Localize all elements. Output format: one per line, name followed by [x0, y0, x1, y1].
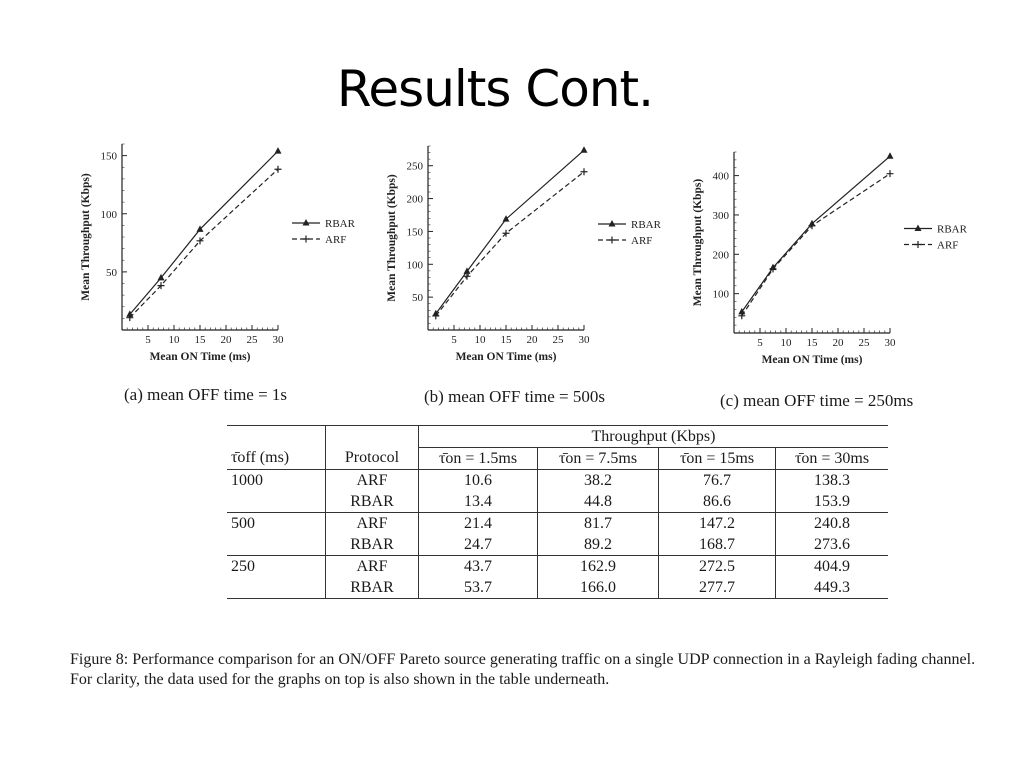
slide-title: Results Cont.: [336, 60, 654, 118]
y-tick-label: 150: [100, 150, 117, 163]
throughput-cell: 404.9: [814, 557, 850, 575]
x-tick-label: 20: [526, 334, 538, 346]
throughput-cell: 86.6: [659, 491, 776, 513]
legend-marker-rbar: [609, 220, 616, 227]
data-point-rbar: [581, 146, 588, 153]
toff-header: τ̄off (ms): [227, 448, 326, 470]
data-point-arf: [275, 166, 282, 173]
chart-c-plot: [684, 140, 984, 380]
x-tick-label: 25: [246, 334, 258, 346]
y-axis-label: Mean Throughput (Kbps): [386, 174, 398, 302]
y-axis-label: Mean Throughput (Kbps): [80, 173, 92, 301]
table-header-row: [227, 426, 888, 448]
x-tick-label: 25: [552, 334, 564, 346]
caption-c: (c) mean OFF time = 250ms: [720, 391, 914, 410]
toff-cell: [227, 491, 326, 513]
legend-marker-rbar: [915, 225, 922, 232]
throughput-cell: 21.4: [419, 513, 538, 535]
toff-cell: 500: [227, 513, 326, 535]
throughput-cell: 44.8: [538, 491, 659, 513]
legend-label-arf: ARF: [325, 234, 347, 246]
y-tick-label: 50: [106, 266, 117, 279]
table-row: [227, 470, 888, 492]
legend-label-rbar: RBAR: [937, 223, 967, 236]
x-tick-label: 5: [757, 337, 763, 349]
x-tick-label: 25: [858, 337, 870, 349]
y-tick-label: 100: [100, 208, 117, 221]
table-row: [227, 534, 888, 556]
x-tick-label: 10: [780, 337, 792, 349]
y-tick-label: 100: [406, 259, 423, 272]
toff-header-spacer: [227, 426, 326, 448]
series-line-rbar: [742, 156, 890, 312]
y-tick-label: 300: [712, 209, 729, 222]
y-tick-label: 200: [406, 193, 423, 206]
throughput-cell: 166.0: [538, 577, 659, 599]
x-tick-label: 15: [194, 334, 206, 346]
protocol-cell: ARF: [326, 470, 419, 492]
data-point-rbar: [503, 215, 510, 222]
throughput-cell: 168.7: [659, 534, 776, 556]
throughput-cell: 13.4: [419, 491, 538, 513]
x-tick-label: 30: [272, 334, 284, 346]
chart-b-plot: [378, 140, 678, 380]
protocol-header: Protocol: [326, 448, 419, 470]
x-tick-label: 15: [806, 337, 818, 349]
legend-marker-rbar: [303, 219, 310, 226]
data-point-arf: [809, 222, 816, 229]
x-axis-label: Mean ON Time (ms): [455, 351, 557, 363]
protocol-cell: RBAR: [326, 534, 419, 556]
protocol-cell: ARF: [326, 556, 419, 578]
x-axis-label: Mean ON Time (ms): [149, 351, 251, 363]
throughput-cell: 147.2: [659, 513, 776, 535]
throughput-cell: 10.6: [419, 470, 538, 492]
x-tick-label: 5: [451, 334, 457, 346]
toff-cell: 250: [227, 556, 326, 578]
y-tick-label: 400: [712, 170, 729, 183]
x-tick-label: 5: [145, 334, 151, 346]
legend-label-rbar: RBAR: [325, 218, 355, 230]
throughput-cell: 81.7: [538, 513, 659, 535]
x-tick-label: 20: [220, 334, 232, 346]
chart-b: [378, 140, 678, 385]
y-tick-label: 100: [712, 288, 729, 301]
legend-label-arf: ARF: [631, 235, 653, 247]
throughput-cell: 240.8: [814, 514, 850, 532]
throughput-cell: 153.9: [776, 491, 889, 513]
throughput-cell: 162.9: [538, 556, 659, 578]
table-row: [227, 491, 888, 513]
throughput-cell: 24.7: [419, 534, 538, 556]
toff-cell: 1000: [227, 470, 326, 492]
y-tick-label: 50: [412, 292, 423, 305]
protocol-cell: RBAR: [326, 491, 419, 513]
chart-a-plot: [72, 132, 372, 377]
throughput-cell: 449.3: [776, 577, 889, 599]
caption-b: (b) mean OFF time = 500s: [424, 387, 605, 406]
legend-marker-arf: [915, 241, 922, 248]
legend-label-rbar: RBAR: [631, 219, 661, 231]
series-line-arf: [436, 172, 584, 316]
toff-cell: [227, 577, 326, 599]
chart-c: [684, 140, 984, 385]
caption-a: (a) mean OFF time = 1s: [124, 385, 288, 404]
x-tick-label: 20: [832, 337, 844, 349]
y-tick-label: 150: [406, 226, 423, 239]
throughput-group-header: Throughput (Kbps): [419, 426, 889, 448]
x-tick-label: 30: [578, 334, 590, 346]
protocol-header-spacer: [326, 426, 419, 448]
table-row: [227, 556, 888, 578]
toff-cell: [227, 534, 326, 556]
y-axis-label: Mean Throughput (Kbps): [692, 178, 704, 307]
figure-caption: Figure 8: Performance comparison for an ON/OFF Pareto source generating traffic on a single UDP connection in a Rayleigh fading channel. For clarity, the data used for the graphs on top is also shown in the table underneath.: [70, 651, 976, 688]
x-tick-label: 15: [500, 334, 512, 346]
x-tick-label: 10: [474, 334, 486, 346]
y-tick-label: 200: [712, 249, 729, 262]
throughput-cell: 277.7: [659, 577, 776, 599]
throughput-cell: 76.7: [659, 470, 776, 492]
ton-header: τ̄on = 7.5ms: [538, 448, 659, 470]
data-point-arf: [887, 170, 894, 177]
x-tick-label: 10: [168, 334, 180, 346]
series-line-arf: [130, 169, 278, 317]
series-line-arf: [742, 174, 890, 316]
throughput-cell: 273.6: [776, 534, 889, 556]
chart-a: [72, 132, 372, 382]
y-tick-label: 250: [406, 160, 423, 173]
ton-header: τ̄on = 30ms: [776, 448, 889, 470]
legend-marker-arf: [609, 237, 616, 244]
series-line-rbar: [130, 151, 278, 314]
throughput-cell: 43.7: [419, 556, 538, 578]
throughput-cell: 138.3: [814, 471, 850, 489]
legend-label-arf: ARF: [937, 239, 959, 252]
throughput-cell: 272.5: [659, 556, 776, 578]
ton-header: τ̄on = 15ms: [659, 448, 776, 470]
protocol-cell: ARF: [326, 513, 419, 535]
series-line-rbar: [436, 150, 584, 314]
legend-marker-arf: [303, 236, 310, 243]
ton-header: τ̄on = 1.5ms: [419, 448, 538, 470]
throughput-cell: 53.7: [419, 577, 538, 599]
x-tick-label: 30: [884, 337, 896, 349]
table-row: [227, 513, 888, 535]
protocol-cell: RBAR: [326, 577, 419, 599]
data-point-rbar: [887, 152, 894, 159]
throughput-cell: 89.2: [538, 534, 659, 556]
table-header-row: [227, 448, 888, 470]
results-table: [227, 425, 888, 599]
table-row: [227, 577, 888, 599]
throughput-cell: 38.2: [538, 470, 659, 492]
data-point-rbar: [275, 147, 282, 154]
x-axis-label: Mean ON Time (ms): [761, 354, 863, 366]
